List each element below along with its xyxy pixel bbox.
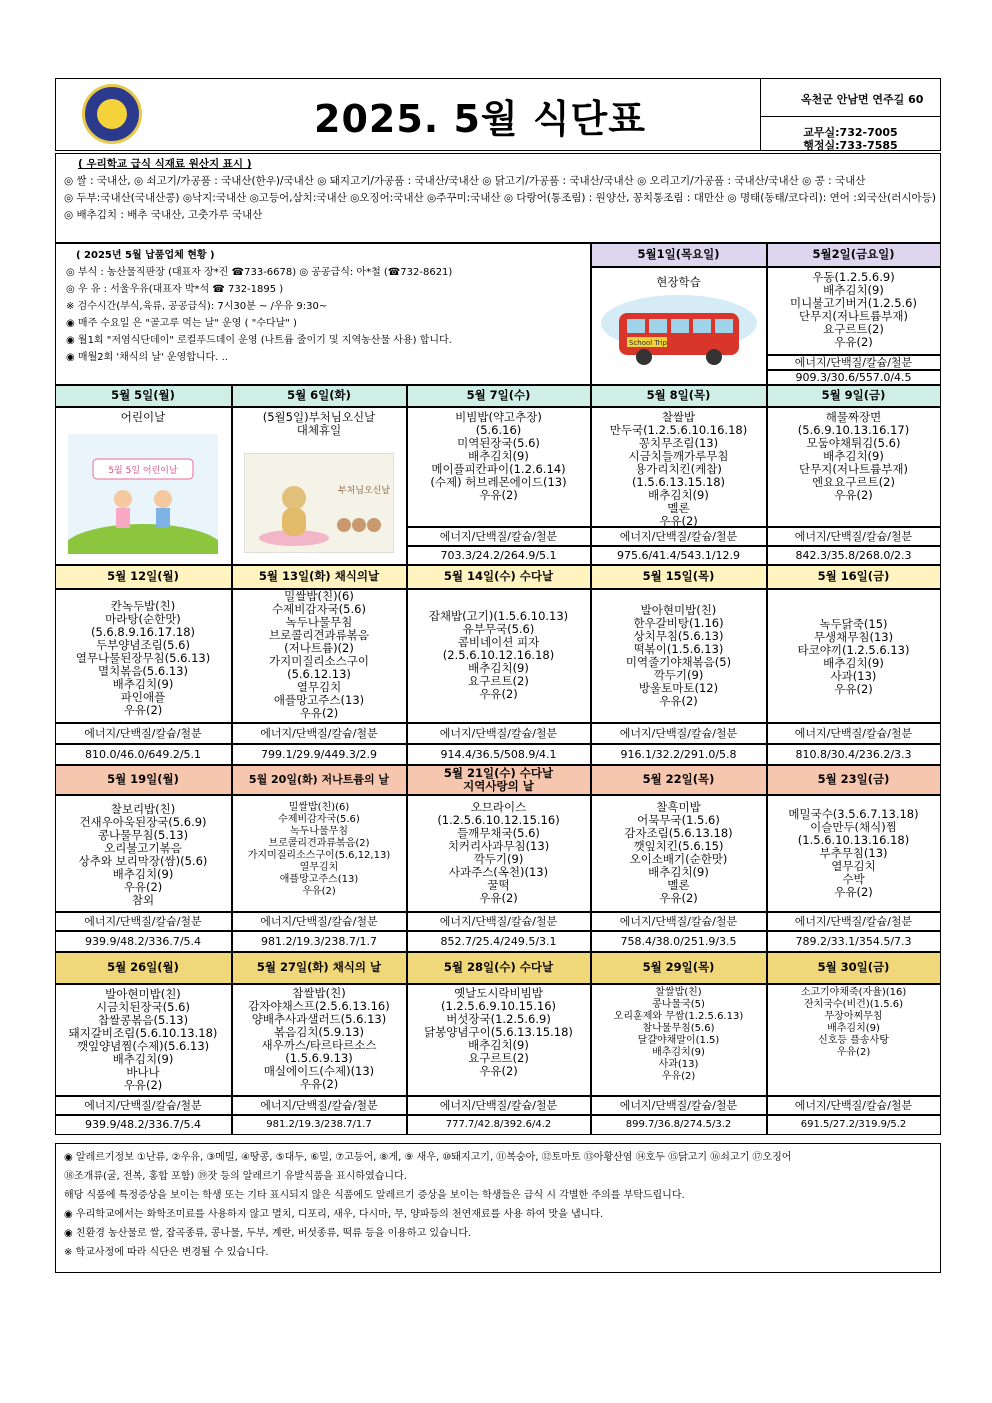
nutrient-label: 에너지/단백질/칼슘/철분 (591, 1096, 767, 1115)
menu-cell-may14 (407, 589, 591, 723)
menu-item: 가지미질리소스구이(5.6,12,13) (247, 849, 391, 861)
menu-item: 우유(2) (479, 686, 518, 701)
nutrient-value: 691.5/27.2/319.9/5.2 (767, 1115, 941, 1135)
nutrient-value: 975.6/41.4/543.1/12.9 (591, 546, 767, 565)
menu-item: (1.5.6.9.13) (285, 1050, 353, 1065)
menu-item: 멜론 (667, 877, 690, 892)
menu-item: (1.5.6.10.13.16.18) (797, 832, 910, 847)
menu-item: 우동(1.2.5.6.9) (812, 269, 895, 284)
menu-item: 꿀떡 (487, 877, 510, 892)
day-header-may1: 5월1일(목요일) (591, 243, 767, 267)
menu-item: 어묵무국(1.5.6) (637, 812, 720, 827)
day-header-may13: 5월 13일(화) 채식의날 (232, 565, 407, 589)
menu-cell-may16 (767, 589, 941, 723)
supplier-line: ◉ 매월2회 '채식의 날' 운영합니다. .. (66, 352, 228, 363)
menu-item: 멜론 (667, 500, 690, 515)
menu-cell-may5 (55, 407, 232, 565)
menu-item: 미역된장국(5.6) (457, 435, 540, 450)
menu-item: 우유(2) (659, 513, 698, 527)
menu-item: 양배추사과샐러드(5.6.13) (251, 1011, 387, 1026)
menu-item: (5월5일)부처님오신날 (262, 409, 376, 424)
nutrient-value: 981.2/19.3/238.7/1.7 (232, 1115, 407, 1135)
menu-item: 들깨무채국(5.6) (457, 825, 540, 840)
nutrient-value: 909.3/30.6/557.0/4.5 (767, 370, 941, 385)
menu-item: 엔요요구르트(2) (812, 474, 895, 489)
menu-item: 수제비감자국(5.6) (272, 601, 366, 616)
menu-item: 두부양념조림(5.6) (96, 637, 190, 652)
menu-cell-may20 (232, 795, 407, 912)
day-header-may9: 5월 9일(금) (767, 385, 941, 407)
menu-item: 비빔밥(약고추장) (455, 409, 542, 424)
menu-item: 열무김치 (296, 679, 342, 694)
buddha-birthday-image (244, 453, 394, 553)
nutrient-label: 에너지/단백질/칼슘/철분 (407, 912, 591, 931)
day-header-may6: 5월 6일(화) (232, 385, 407, 407)
menu-item: 감자조림(5.6.13.18) (624, 825, 733, 840)
day-header-may21 (407, 765, 591, 795)
menu-item: 애플망고주스(13) (279, 873, 359, 885)
menu-item: 치커리사과무침(13) (447, 838, 550, 853)
supplier-section (55, 243, 591, 385)
menu-item: 발아현미밥(친) (640, 602, 717, 617)
menu-item: 깻잎치킨(5.6.15) (633, 838, 724, 853)
day-header-may20: 5월 20일(화) 저나트륨의 날 (232, 765, 407, 795)
menu-cell-may13 (232, 589, 407, 723)
note-line: ◉ 친환경 농산물로 쌀, 잡곡종류, 콩나물, 두부, 계란, 버섯종류, 떡류 등을 이용하고 있습니다. (64, 1228, 472, 1239)
notes-section (55, 1143, 941, 1273)
supplier-line: ◎ 우 유 : 서울우유(대표자 박*석 ☎ 732-1895 ) (66, 284, 284, 295)
menu-item: 우유(2) (299, 1076, 339, 1091)
menu-item: 깍두기(9) (473, 851, 524, 866)
note-line: ◉ 알레르기정보 ①난류, ②우유, ③메밀, ④땅콩, ⑤대두, ⑥밀, ⑦고등어, ⑧게, ⑨ 새우, ⑩돼지고기, ⑪복숭아, ⑫토마토 ⑬아황산염 ⑭호두 ⑮닭고기 ⑯쇠고기 ⑰오징어 (64, 1152, 792, 1163)
nutrient-label: 에너지/단백질/칼슘/철분 (55, 912, 232, 931)
nutrient-label: 에너지/단백질/칼슘/철분 (591, 527, 767, 546)
menu-item: (저나트륨)(2) (284, 640, 354, 655)
bus-label: School Trip (628, 338, 667, 347)
menu-item: 배추김치(9) (823, 282, 884, 297)
menu-item: 우유(2) (299, 705, 339, 720)
menu-item: 녹두나물무침 (290, 825, 348, 837)
day-header-may26: 5월 26일(월) (55, 952, 232, 984)
menu-item: 배추김치(9) (648, 864, 709, 879)
menu-item: 한우갈비탕(1.16) (633, 615, 724, 630)
nutrient-value: 789.2/33.1/354.5/7.3 (767, 931, 941, 952)
day-header-may16: 5월 16일(금) (767, 565, 941, 589)
menu-item: 배추김치(9) (823, 655, 884, 670)
menu-item: 오이소배기(순한맛) (629, 851, 728, 866)
menu-item: 밀쌀밥(친)(6) (284, 588, 354, 603)
nutrient-label: 에너지/단백질/칼슘/철분 (767, 355, 941, 370)
menu-item: 새우까스/타르타르소스 (261, 1037, 377, 1052)
menu-item: 미역줄기야채볶음(5) (625, 654, 732, 669)
menu-item: 단무지(저나트륨부재) (799, 308, 908, 323)
menu-cell-may1 (591, 267, 767, 385)
origin-line: ◎ 쌀 : 국내산, ◎ 쇠고기/가공품 : 국내산(한우)/국내산 ◎ 돼지고기/가공품 : 국내산/국내산 ◎ 닭고기/가공품 : 국내산/국내산 ◎ 오리고기/가공품 : 국내산/국내산 ◎ 콩 : 국내산 (64, 175, 866, 187)
menu-cell-may21 (407, 795, 591, 912)
nutrient-value: 939.9/48.2/336.7/5.4 (55, 1115, 232, 1135)
nutrient-label: 에너지/단백질/칼슘/철분 (767, 912, 941, 931)
menu-item: 콩나물무침(5.13) (97, 827, 189, 842)
menu-item: 시금치된장국(5.6) (96, 999, 190, 1014)
menu-item: 배추김치(9) (468, 660, 529, 675)
menu-item: 타코야끼(1.2.5.6.13) (797, 642, 910, 657)
menu-item: 시금치들깨가루무침 (628, 448, 729, 463)
menu-item: (5.6.9.10.13.16.17) (797, 422, 910, 437)
menu-item: 미니불고기버거(1.2.5.6) (790, 295, 917, 310)
note-line: ◉ 우리학교에서는 화학조미료를 사용하지 않고 멸치, 디포리, 새우, 다시마, 무, 양파등의 천연재료를 사용 하여 맛을 냅니다. (64, 1209, 604, 1220)
nutrient-label: 에너지/단백질/칼슘/철분 (767, 527, 941, 546)
menu-item: 깻잎양념찜(수제)(5.6.13) (76, 1038, 210, 1053)
menu-item: 사과주스(옥천)(13) (448, 864, 549, 879)
menu-item: 찹쌀밥(친) (292, 985, 346, 1000)
menu-item: 수박 (842, 871, 865, 886)
nutrient-label: 에너지/단백질/칼슘/철분 (232, 912, 407, 931)
menu-item: 우유(2) (836, 1046, 871, 1058)
menu-item: 마라탕(순한맛) (105, 611, 181, 626)
menu-item: 배추김치(9) (112, 866, 174, 881)
day-header-may29: 5월 29일(목) (591, 952, 767, 984)
menu-item: 꽁치무조림(13) (638, 435, 719, 450)
nutrient-value: 914.4/36.5/508.9/4.1 (407, 744, 591, 765)
note-line: ※ 학교사정에 따라 식단은 변경될 수 있습니다. (64, 1247, 269, 1258)
day-header-line: 지역사랑의 날 (463, 778, 534, 793)
day-header-may8: 5월 8일(목) (591, 385, 767, 407)
nutrient-label: 에너지/단백질/칼슘/철분 (767, 723, 941, 744)
menu-item: 건새우아욱된장국(5.6.9) (79, 814, 207, 829)
nutrient-label: 에너지/단백질/칼슘/철분 (591, 912, 767, 931)
menu-item: 유부무국(5.6) (462, 621, 535, 636)
menu-item: 배추김치(9) (112, 676, 174, 691)
menu-item: 우유(2) (659, 890, 698, 905)
menu-item: 신호등 플송사탕 (818, 1034, 889, 1046)
menu-cell-may8 (591, 407, 767, 527)
menu-item: 사과(13) (658, 1058, 699, 1070)
menu-cell-may27 (232, 984, 407, 1096)
menu-item: 매실에이드(수제)(13) (263, 1063, 375, 1078)
menu-item: 바나나 (126, 1064, 160, 1079)
menu-cell-may30 (767, 984, 941, 1096)
menu-item: 떡볶이(1.5.6.13) (633, 641, 724, 656)
menu-item: 어린이날 (120, 409, 166, 424)
day-header-may14: 5월 14일(수) 수다날 (407, 565, 591, 589)
menu-item: 콤비네이션 피자 (457, 634, 540, 649)
menu-item: (2.5.6.10.12.16.18) (442, 647, 555, 662)
menu-item: 브로콜리견과류볶음 (269, 627, 369, 642)
origin-line: ◎ 배추김치 : 배추 국내산, 고춧가루 국내산 (64, 209, 263, 221)
day-header-may7: 5월 7일(수) (407, 385, 591, 407)
menu-item: 찰쌀밥 (661, 409, 696, 424)
nutrient-label: 에너지/단백질/칼슘/철분 (407, 527, 591, 546)
menu-item: 오므라이스 (470, 799, 527, 814)
menu-item: 단무지(저나트륨부재) (799, 461, 908, 476)
menu-item: 오리훈제와 무쌈(1.2.5.6.13) (613, 1010, 744, 1022)
menu-item: 소고기야채죽(자율)(16) (800, 986, 907, 998)
menu-item: 열무김치 (831, 858, 876, 873)
admin-tel: 행정실:733-7585 (803, 139, 898, 152)
phone-box (760, 117, 940, 151)
menu-item: 잔치국수(비건)(1.5.6) (803, 998, 903, 1010)
menu-item: 요구르트(2) (823, 321, 884, 336)
menu-item: 찰흑미밥 (656, 799, 701, 814)
day-header-may30: 5월 30일(금) (767, 952, 941, 984)
menu-cell-may23 (767, 795, 941, 912)
menu-item: 방울토마토(12) (638, 680, 719, 695)
menu-cell-may9 (767, 407, 941, 527)
menu-item: 콩나물국(5) (652, 998, 705, 1010)
menu-item: 우유(2) (834, 681, 873, 696)
note-line: ⑱조개류(굴, 전복, 홍합 포함) ⑲잣 등의 알레르기 유발식품을 표시하였습니다. (64, 1171, 407, 1182)
nutrient-label: 에너지/단백질/칼슘/철분 (232, 1096, 407, 1115)
menu-item: 우유(2) (659, 693, 698, 708)
banner-text: 5월 5일 어린이날 (108, 465, 178, 476)
menu-item: 배추김치(9) (112, 1051, 174, 1066)
school-address: 옥천군 안남면 연주길 60 (760, 79, 940, 117)
nutrient-label: 에너지/단백질/칼슘/철분 (232, 723, 407, 744)
menu-item: 우유(2) (479, 1063, 518, 1078)
menu-item: 배추김치(9) (468, 448, 529, 463)
menu-item: 우유(2) (123, 702, 163, 717)
menu-item: 사과(13) (830, 668, 877, 683)
menu-item: (1.2.5.6.10.12.15.16) (437, 812, 560, 827)
menu-item: 상추와 보리막장(쌈)(5.6) (78, 853, 208, 868)
supplier-line: ◉ 매주 수요일 은 "골고루 먹는 날" 운영 ( "수다날" ) (66, 318, 297, 329)
menu-cell-may19 (55, 795, 232, 912)
menu-item: 상치무침(5.6.13) (633, 628, 724, 643)
menu-item: (5.6.8.9.16.17.18) (90, 624, 196, 639)
menu-item: 우유(2) (834, 884, 873, 899)
menu-item: 요구르트(2) (468, 1050, 529, 1065)
supplier-line: ◉ 월1회 "저염식단데이" 로컬푸드데이 운영 (나트륨 줄이기 및 지역농산물 사용) 합니다. (66, 335, 452, 346)
menu-item: 버섯장국(1.2.5.6.9) (446, 1011, 551, 1026)
menu-item: 잡채밥(고기)(1.5.6.10.13) (428, 608, 569, 623)
menu-item: 우유(2) (661, 1070, 696, 1082)
school-bus-image (599, 293, 759, 373)
day-header-may23: 5월 23일(금) (767, 765, 941, 795)
menu-item: 찰쌀밥(친) (655, 986, 702, 998)
menu-cell-may15 (591, 589, 767, 723)
menu-item: 우유(2) (123, 879, 163, 894)
menu-item: 우유(2) (479, 890, 518, 905)
menu-item: 요구르트(2) (468, 673, 529, 688)
nutrient-value: 810.0/46.0/649.2/5.1 (55, 744, 232, 765)
day-header-may15: 5월 15일(목) (591, 565, 767, 589)
day-header-may19: 5월 19일(월) (55, 765, 232, 795)
menu-item: (수제) 허브레몬에이드(13) (430, 474, 567, 489)
nutrient-value: 842.3/35.8/268.0/2.3 (767, 546, 941, 565)
menu-item: 녹두나물무침 (285, 614, 353, 629)
office-tel: 교무실:732-7005 (803, 126, 898, 139)
menu-cell-may12 (55, 589, 232, 723)
nutrient-label: 에너지/단백질/칼슘/철분 (407, 723, 591, 744)
day-header-may12: 5월 12일(월) (55, 565, 232, 589)
nutrient-value: 939.9/48.2/336.7/5.4 (55, 931, 232, 952)
menu-item: 무생채무침(13) (813, 629, 894, 644)
nutrient-value: 852.7/25.4/249.5/3.1 (407, 931, 591, 952)
menu-item: 우유(2) (123, 1077, 163, 1092)
nutrient-label: 에너지/단백질/칼슘/철분 (55, 1096, 232, 1115)
menu-item: 브로콜리견과류볶음(2) (268, 837, 370, 849)
menu-item: 밀쌀밥(친)(6) (288, 801, 350, 813)
menu-item: 우유(2) (834, 334, 873, 349)
menu-item: 메밀국수(3.5.6.7.13.18) (788, 806, 919, 821)
menu-item: (1.2.5.6.9.10.15.16) (440, 998, 557, 1013)
menu-item: (5.6.12.13) (287, 666, 351, 681)
nutrient-value: 777.7/42.8/392.6/4.2 (407, 1115, 591, 1135)
menu-item: 볶음김치(5.9.13) (274, 1024, 364, 1039)
menu-cell-may26 (55, 984, 232, 1096)
school-logo (82, 84, 142, 144)
menu-item: 닭봉양념구이(5.6.13.15.18) (424, 1024, 573, 1039)
menu-item: 용가리치킨(케찹) (635, 461, 722, 476)
menu-item: 배추김치(9) (648, 487, 709, 502)
menu-item: 무장아찌무침 (824, 1010, 883, 1022)
menu-item: 배추김치(9) (652, 1046, 705, 1058)
menu-item: 찰보리밥(친) (110, 801, 176, 816)
nutrient-value: 810.8/30.4/236.2/3.3 (767, 744, 941, 765)
menu-cell-may7 (407, 407, 591, 527)
nutrient-label: 에너지/단백질/칼슘/철분 (55, 723, 232, 744)
nutrient-value: 899.7/36.8/274.5/3.2 (591, 1115, 767, 1135)
menu-item: 해물짜장면 (825, 409, 882, 424)
menu-item: 돼지갈비조림(5.6.10.13.18) (68, 1025, 218, 1040)
menu-cell-may22 (591, 795, 767, 912)
childrens-day-image (68, 434, 218, 554)
menu-item: 우유(2) (834, 487, 873, 502)
day-header-may22: 5월 22일(목) (591, 765, 767, 795)
origin-title: ( 우리학교 급식 식재료 원산지 표시 ) (78, 158, 252, 170)
day-header-may28: 5월 28일(수) 수다날 (407, 952, 591, 984)
nutrient-value: 916.1/32.2/291.0/5.8 (591, 744, 767, 765)
menu-item: 열무나물된장무침(5.6.13) (75, 650, 211, 665)
menu-item: 칸녹두밥(친) (110, 598, 176, 613)
menu-item: 현장학습 (656, 274, 701, 289)
menu-item: 배추김치(9) (823, 448, 884, 463)
origin-line: ◎ 두부:국내산(국내산콩) ◎낙지:국내산 ◎고등어,삼치:국내산 ◎오징어:국내산 ◎주꾸미:국내산 ◎ 다랑어(통조림) : 원양산, 꽁치통조림 : 대만산 ◎ 명태(동태/코다리): 연어 :외국산(러시아등) (64, 192, 936, 204)
day-header-may27: 5월 27일(화) 채식의 날 (232, 952, 407, 984)
menu-item: 배추김치(9) (827, 1022, 880, 1034)
menu-item: 파인애플 (120, 689, 166, 704)
nutrient-value: 758.4/38.0/251.9/3.5 (591, 931, 767, 952)
nutrient-label: 에너지/단백질/칼슘/철분 (767, 1096, 941, 1115)
menu-item: 멸치볶음(5.6.13) (98, 663, 188, 678)
menu-item: 배추김치(9) (468, 1037, 529, 1052)
menu-item: (1.5.6.13.15.18) (631, 474, 726, 489)
menu-item: 대체휴일 (296, 422, 342, 437)
day-header-line: 5월 21일(수) 수다날 (443, 765, 554, 780)
menu-item: 열무김치 (299, 861, 339, 873)
menu-item: 애플망고주스(13) (273, 692, 365, 707)
menu-item: 녹두닭죽(15) (819, 616, 888, 631)
menu-item: 오리불고기볶음 (104, 840, 182, 855)
menu-item: 이슬만두(채식)찜 (810, 819, 897, 834)
menu-item: 감자야채스프(2.5.6.13.16) (248, 998, 390, 1013)
day-header-may2: 5월2일(금요일) (767, 243, 941, 267)
nutrient-value: 981.2/19.3/238.7/1.7 (232, 931, 407, 952)
day-header-may5: 5월 5일(월) (55, 385, 232, 407)
supplier-line: ◎ 부식 : 농산물직판장 (대표자 장*진 ☎733-6678) ◎ 공공급식: 아*철 (☎732-8621) (66, 267, 453, 278)
page-title: 2025. 5월 식단표 (314, 97, 646, 141)
note-line: 해당 식품에 특정증상을 보이는 학생 또는 기타 표시되지 않은 식품에도 알레르기 증상을 보이는 학생들은 급식 시 각별한 주의를 부탁드립니다. (64, 1190, 685, 1201)
menu-item: 깍두기(9) (653, 667, 704, 682)
menu-item: 메이플피칸파이(1.2.6.14) (431, 461, 566, 476)
menu-item: 참외 (131, 892, 155, 907)
menu-item: 옛날도시락비빔밥 (454, 985, 543, 1000)
menu-cell-may28 (407, 984, 591, 1096)
menu-item: 발아현미밥(친) (105, 986, 181, 1001)
menu-item: 참나물무침(5.6) (642, 1022, 715, 1034)
nutrient-label: 에너지/단백질/칼슘/철분 (407, 1096, 591, 1115)
menu-item: 부추무침(13) (819, 845, 888, 860)
menu-item: 우유(2) (302, 885, 336, 897)
origin-section (55, 153, 941, 243)
buddha-image-text: 부처님오신날 (337, 485, 391, 496)
nutrient-value: 703.3/24.2/264.9/5.1 (407, 546, 591, 565)
supplier-title: ( 2025년 5월 납품업체 현황 ) (76, 250, 215, 261)
menu-item: 찹쌀콩볶음(5.13) (97, 1012, 189, 1027)
menu-item: 수제비감자국(5.6) (278, 813, 360, 825)
menu-item: 달걀야채말이(1.5) (637, 1034, 720, 1046)
menu-cell-may2 (767, 267, 941, 355)
menu-cell-may29 (591, 984, 767, 1096)
menu-item: (5.6.16) (475, 422, 522, 437)
nutrient-label: 에너지/단백질/칼슘/철분 (591, 723, 767, 744)
nutrient-value: 799.1/29.9/449.3/2.9 (232, 744, 407, 765)
menu-item: 우유(2) (479, 487, 518, 502)
menu-cell-may6 (232, 407, 407, 565)
supplier-line: ※ 검수시간(부식,육류, 공공급식): 7시30분 ~ /우유 9:30~ (66, 301, 328, 312)
menu-item: 모둠야채튀김(5.6) (806, 435, 901, 450)
menu-item: 만두국(1.2.5.6.10.16.18) (609, 422, 748, 437)
menu-item: 가지미질리소스구이 (269, 653, 369, 668)
